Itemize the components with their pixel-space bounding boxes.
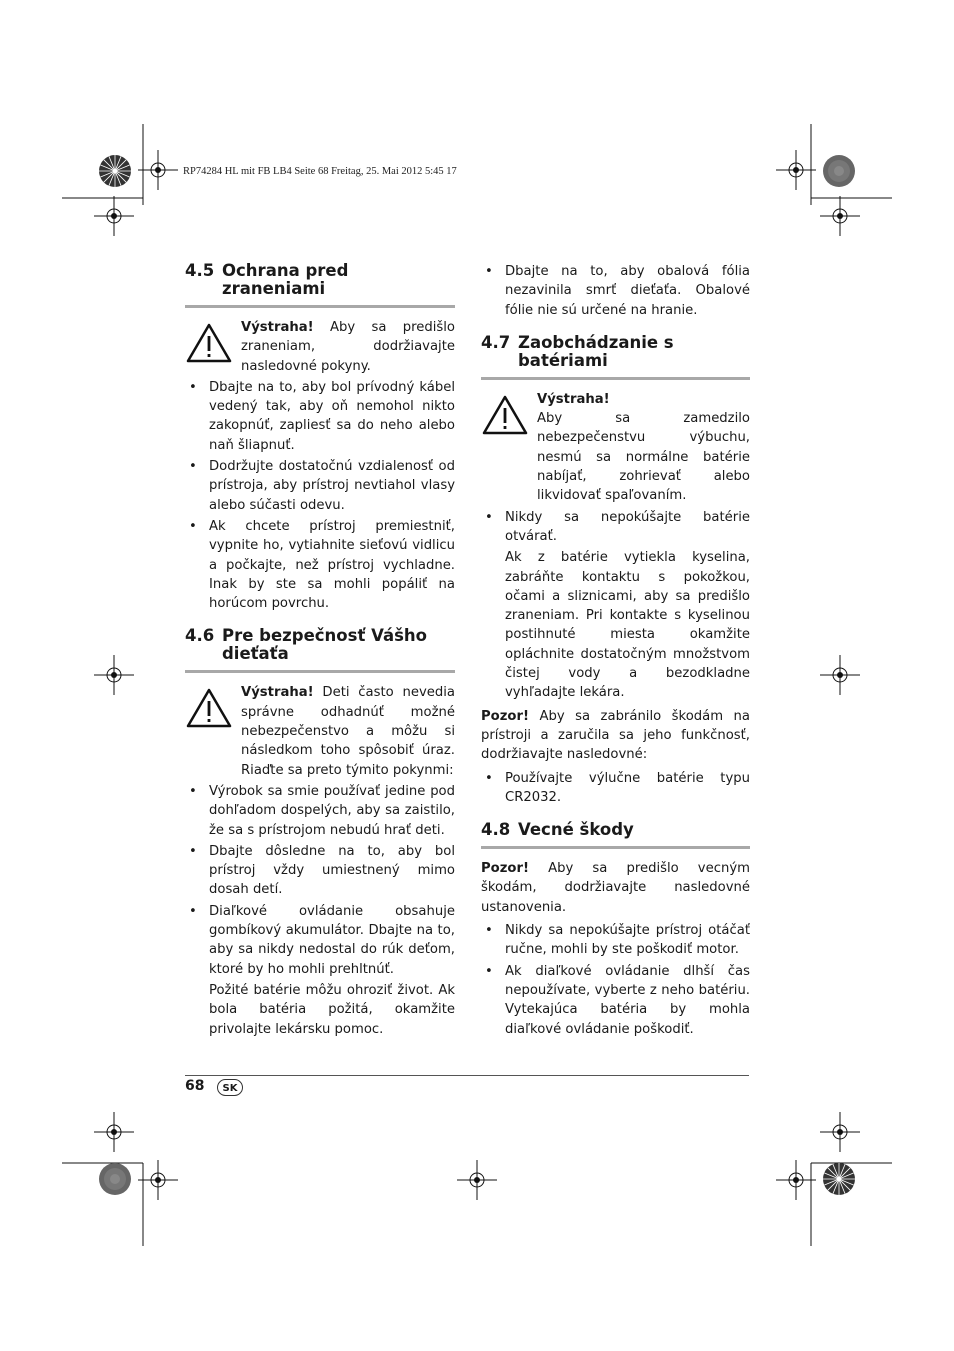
- bullet-list: [481, 508, 750, 547]
- warning-text: Aby sa zamedzilo nebezpečenstvu výbuchu, nesmú sa normálne batérie nabíjať, zohrievať alebo likvidovať spaľovaním.: [537, 411, 750, 504]
- registration-mark-icon: [94, 196, 134, 236]
- warning-text: Deti často nevedia správne odhadnúť možné nebezpečenstvo a môžu si následkom toho spôsobiť úraz. Riaďte sa preto týmito pokynmi:: [241, 685, 455, 778]
- list-item: • Dbajte dôsledne na to, aby bol prístroj vždy umiestnený mimo dosah detí.: [185, 842, 455, 900]
- list-item: • Ak chcete prístroj premiestniť, vypnite ho, vytiahnite sieťovú vidlicu a počkajte, než prístroj vychladne. Inak by ste sa mohli popáliť na horúcom povrchu.: [185, 517, 455, 613]
- section-title: Ochrana pred zraneniami: [222, 261, 349, 298]
- registration-mark-icon: [820, 1112, 860, 1152]
- star-target-icon: [822, 1162, 856, 1196]
- star-target-icon: [98, 154, 132, 188]
- registration-mark-icon: [820, 196, 860, 236]
- list-item: • Používajte výlučne batérie typu CR2032.: [481, 769, 750, 808]
- list-item: • Dbajte na to, aby bol prívodný kábel vedený tak, aby oň nemohol nikto zakopnúť, zapliesť sa do neho alebo naň šliapnuť.: [185, 378, 455, 455]
- section-number: 4.7: [481, 332, 511, 352]
- registration-mark-icon: [138, 150, 178, 190]
- note-label: Pozor!: [481, 861, 529, 877]
- list-item: • Nikdy sa nepokúšajte prístroj otáčať ručne, mohli by ste poškodiť motor.: [481, 921, 750, 960]
- section-title: Zaobchádzanie s batériami: [518, 332, 674, 370]
- paragraph: Ak z batérie vytiekla kyselina, zabráňte kontaktu s pokožkou, očami a sliznicami, aby sa predišlo zraneniam. Pri kontakte s kyselinou postihnuté miesta okamžite opláchnite dostatočným množstvom čistej vody a bezodkladne vyhľadajte lekára.: [505, 550, 750, 701]
- warning-label: Výstraha!: [241, 685, 314, 701]
- warning-triangle-icon: [185, 322, 233, 364]
- warning-block: [185, 318, 455, 376]
- warning-label: Výstraha!: [537, 391, 610, 407]
- registration-mark-icon: [820, 655, 860, 695]
- bullet-list: [481, 921, 750, 1039]
- section-number: 4.5: [185, 261, 215, 280]
- section-4-8: [481, 821, 750, 1039]
- registration-mark-icon: [457, 1160, 497, 1200]
- list-item: • Diaľkové ovládanie obsahuje gombíkový akumulátor. Dbajte na to, aby sa nikdy nedostal do rúk deťom, ktoré by ho mohli prehltnúť.: [185, 902, 455, 979]
- list-item: • Dodržujte dostatočnú vzdialenosť od prístroja, aby prístroj nevtiahol vlasy alebo súčasti odevu.: [185, 457, 455, 515]
- language-badge: SK: [217, 1079, 243, 1096]
- section-title: Vecné škody: [518, 820, 634, 840]
- note-paragraph: [481, 707, 750, 765]
- footer-rule: [185, 1075, 749, 1076]
- list-item: • Výrobok sa smie používať jedine pod dohľadom dospelých, aby sa zaistilo, že sa s prístrojom nebudú hrať deti.: [185, 782, 455, 840]
- section-heading: [481, 821, 750, 849]
- registration-mark-icon: [776, 1160, 816, 1200]
- warning-block: [185, 683, 455, 779]
- right-column: [481, 262, 750, 1053]
- section-heading: [185, 627, 455, 673]
- bullet-list: [481, 769, 750, 808]
- section-4-7: [481, 334, 750, 807]
- warning-block: [481, 390, 750, 506]
- registration-mark-icon: [94, 655, 134, 695]
- section-number: 4.8: [481, 820, 511, 840]
- registration-mark-icon: [138, 1160, 178, 1200]
- section-4-6: [185, 627, 455, 1038]
- bullet-list: [481, 262, 750, 320]
- gray-target-icon: [98, 1162, 132, 1196]
- section-heading: [185, 262, 455, 308]
- warning-label: Výstraha!: [241, 320, 314, 335]
- registration-mark-icon: [776, 150, 816, 190]
- warning-text: Aby sa predišlo zraneniam, dodržiavajte nasledovné pokyny.: [241, 320, 455, 374]
- registration-mark-icon: [94, 1112, 134, 1152]
- note-label: Pozor!: [481, 708, 529, 724]
- section-number: 4.6: [185, 626, 215, 646]
- bullet-list: [185, 782, 455, 979]
- print-info: RP74284 HL mit FB LB4 Seite 68 Freitag, 25. Mai 2012 5:45 17: [183, 166, 457, 177]
- page-number: 68: [185, 1078, 205, 1094]
- bullet-list: [185, 378, 455, 614]
- list-item: • Ak diaľkové ovládanie dlhší čas nepoužívate, vyberte z neho batériu. Vytekajúca batéria by mohla diaľkové ovládanie poškodiť.: [481, 962, 750, 1039]
- note-text: Aby sa predišlo vecným škodám, dodržiavajte nasledovné ustanovenia.: [481, 861, 750, 915]
- section-heading: [481, 334, 750, 380]
- list-item: • Nikdy sa nepokúšajte batérie otvárať.: [481, 508, 750, 547]
- gray-target-icon: [822, 154, 856, 188]
- paragraph: Požité batérie môžu ohroziť život. Ak bola batéria požitá, okamžite privolajte lekársku pomoc.: [209, 982, 455, 1037]
- section-4-5: [185, 262, 455, 613]
- note-text: Aby sa zabránilo škodám na prístroji a zaručila sa jeho funkčnosť, dodržiavajte nasledovné:: [481, 708, 750, 763]
- left-column: [185, 262, 455, 1053]
- section-title: Pre bezpečnosť Vášho dieťaťa: [222, 626, 427, 664]
- list-item: • Dbajte na to, aby obalová fólia nezavinila smrť dieťaťa. Obalové fólie nie sú určené na hranie.: [481, 262, 750, 320]
- warning-triangle-icon: [481, 394, 529, 436]
- note-paragraph: [481, 859, 750, 917]
- warning-triangle-icon: [185, 687, 233, 729]
